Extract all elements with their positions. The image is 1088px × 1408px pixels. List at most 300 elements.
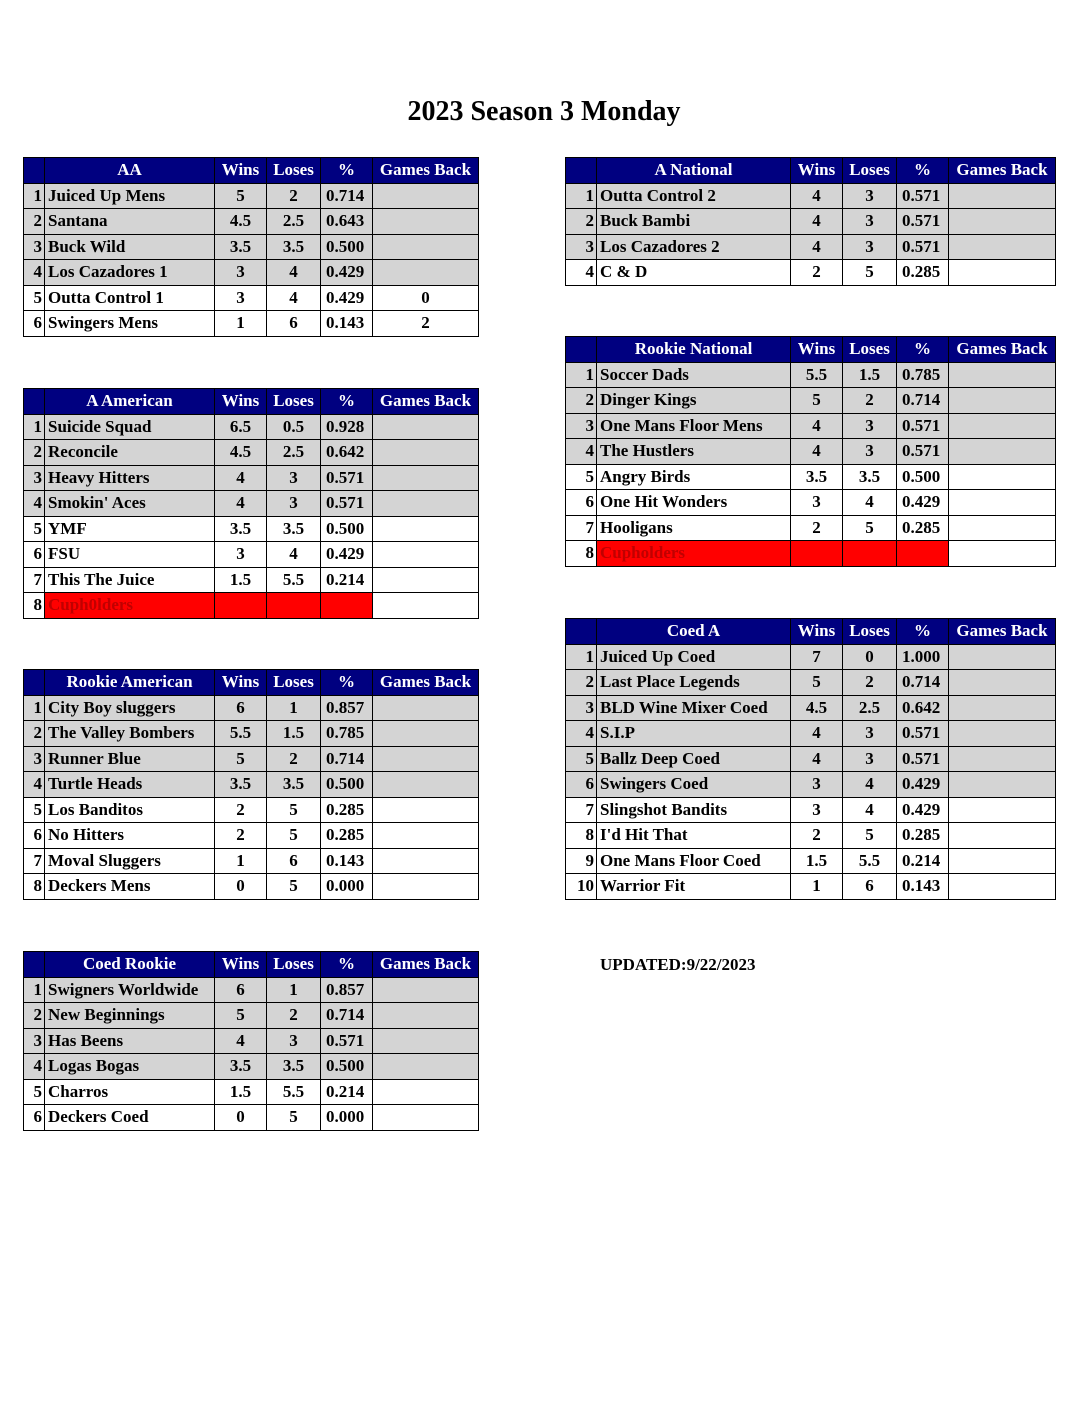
games-back-cell [949,874,1056,900]
wins-cell: 6.5 [215,414,267,440]
table-row [24,491,479,517]
team-name-cell: Cuph0lders [45,593,215,619]
loses-cell: 2 [843,388,897,414]
table-header-row [24,389,479,415]
games-back-cell [373,1003,479,1029]
team-name-cell: Reconcile [45,440,215,466]
games-back-cell [949,797,1056,823]
games-back-cell [949,464,1056,490]
rank-cell: 8 [566,823,597,849]
rank-header [566,158,597,184]
table-header-row [24,952,479,978]
rank-cell: 1 [24,414,45,440]
games-back-cell: 0 [373,285,479,311]
table-row [24,797,479,823]
table-row [24,977,479,1003]
rank-cell: 2 [24,440,45,466]
loses-cell: 3 [843,746,897,772]
table-row [566,721,1056,747]
table-row [24,567,479,593]
pct-cell: 0.571 [897,234,949,260]
loses-cell: 3 [267,465,321,491]
games-back-header: Games Back [373,158,479,184]
rank-cell: 3 [566,695,597,721]
pct-cell: 1.000 [897,644,949,670]
loses-cell: 4 [267,542,321,568]
table-row [24,772,479,798]
table-row [566,670,1056,696]
wins-cell: 4.5 [215,209,267,235]
wins-cell: 1 [215,848,267,874]
team-name-cell: Outta Control 1 [45,285,215,311]
team-name-cell: One Mans Floor Coed [597,848,791,874]
pct-cell: 0.000 [321,1105,373,1131]
pct-cell: 0.571 [897,209,949,235]
pct-cell: 0.214 [897,848,949,874]
wins-cell: 2 [791,515,843,541]
division-name: Rookie National [597,337,791,363]
rank-cell: 6 [566,772,597,798]
rank-cell: 4 [24,260,45,286]
standings-table-rookie-american [23,669,479,900]
loses-cell: 3 [843,413,897,439]
games-back-cell [373,491,479,517]
loses-cell: 5 [267,1105,321,1131]
team-name-cell: Outta Control 2 [597,183,791,209]
wins-cell: 4 [791,413,843,439]
team-name-cell: Buck Bambi [597,209,791,235]
table-row [24,465,479,491]
loses-cell: 0.5 [267,414,321,440]
team-name-cell: Santana [45,209,215,235]
loses-cell: 3.5 [267,772,321,798]
team-name-cell: Warrior Fit [597,874,791,900]
loses-cell: 5.5 [267,1079,321,1105]
table-row [24,260,479,286]
table-row [24,209,479,235]
loses-cell: 2 [267,746,321,772]
table-row [566,209,1056,235]
loses-cell: 2.5 [267,440,321,466]
wins-cell: 4 [791,439,843,465]
team-name-cell: Heavy Hitters [45,465,215,491]
wins-cell: 5 [215,183,267,209]
games-back-header: Games Back [373,670,479,696]
loses-cell: 3 [843,721,897,747]
pct-cell [321,593,373,619]
team-name-cell: Runner Blue [45,746,215,772]
wins-cell: 3.5 [215,516,267,542]
loses-cell: 5 [843,823,897,849]
pct-cell: 0.500 [897,464,949,490]
team-name-cell: I'd Hit That [597,823,791,849]
wins-cell: 6 [215,977,267,1003]
pct-cell: 0.429 [897,797,949,823]
loses-cell: 1 [267,695,321,721]
rank-cell: 8 [24,874,45,900]
standings-table-aa [23,157,479,337]
pct-cell: 0.429 [897,772,949,798]
standings-table-coed-rookie [23,951,479,1131]
wins-cell: 4 [215,1028,267,1054]
pct-header: % [897,619,949,645]
team-name-cell: Los Cazadores 2 [597,234,791,260]
rank-cell: 7 [24,848,45,874]
wins-cell: 3.5 [215,234,267,260]
rank-cell: 4 [24,772,45,798]
team-name-cell: Buck Wild [45,234,215,260]
games-back-cell [373,183,479,209]
rank-header [24,952,45,978]
loses-cell: 3.5 [843,464,897,490]
team-name-cell: One Hit Wonders [597,490,791,516]
pct-cell [897,541,949,567]
team-name-cell: Moval Sluggers [45,848,215,874]
pct-cell: 0.143 [897,874,949,900]
table-header-row [566,619,1056,645]
loses-cell: 1 [267,977,321,1003]
team-name-cell: S.I.P [597,721,791,747]
pct-cell: 0.642 [897,695,949,721]
wins-cell: 5 [215,746,267,772]
team-name-cell: Deckers Coed [45,1105,215,1131]
loses-cell: 0 [843,644,897,670]
table-row [566,439,1056,465]
rank-cell: 8 [24,593,45,619]
rank-cell: 5 [24,797,45,823]
team-name-cell: City Boy sluggers [45,695,215,721]
pct-cell: 0.642 [321,440,373,466]
table-row [24,721,479,747]
loses-cell: 5.5 [267,567,321,593]
standings-table-a-national [565,157,1056,286]
games-back-cell [949,209,1056,235]
team-name-cell: This The Juice [45,567,215,593]
pct-cell: 0.857 [321,977,373,1003]
loses-cell: 5.5 [843,848,897,874]
team-name-cell: Swingers Mens [45,311,215,337]
team-name-cell: Suicide Squad [45,414,215,440]
wins-cell: 3 [215,285,267,311]
games-back-cell [949,746,1056,772]
wins-cell: 5.5 [791,362,843,388]
loses-cell: 2.5 [843,695,897,721]
table-row [24,285,479,311]
table-row [566,746,1056,772]
wins-cell: 3 [791,772,843,798]
games-back-cell [373,1079,479,1105]
team-name-cell: C & D [597,260,791,286]
pct-cell: 0.500 [321,234,373,260]
games-back-cell [373,1028,479,1054]
team-name-cell: The Valley Bombers [45,721,215,747]
pct-cell: 0.714 [897,388,949,414]
team-name-cell: Smokin' Aces [45,491,215,517]
loses-header: Loses [267,389,321,415]
team-name-cell: Los Banditos [45,797,215,823]
division-name: A American [45,389,215,415]
wins-cell: 5.5 [215,721,267,747]
wins-cell: 4.5 [791,695,843,721]
loses-cell: 5 [843,515,897,541]
team-name-cell: Juiced Up Coed [597,644,791,670]
team-name-cell: BLD Wine Mixer Coed [597,695,791,721]
loses-cell: 5 [843,260,897,286]
games-back-cell [949,721,1056,747]
games-back-cell [949,439,1056,465]
division-name: Coed Rookie [45,952,215,978]
loses-header: Loses [267,952,321,978]
pct-header: % [321,389,373,415]
table-row [24,414,479,440]
loses-cell: 3 [843,439,897,465]
wins-header: Wins [791,337,843,363]
team-name-cell: Charros [45,1079,215,1105]
games-back-cell [373,977,479,1003]
wins-header: Wins [791,619,843,645]
team-name-cell: Turtle Heads [45,772,215,798]
rank-cell: 2 [24,209,45,235]
table-header-row [566,158,1056,184]
table-row [566,362,1056,388]
table-row [566,490,1056,516]
games-back-header: Games Back [373,952,479,978]
rank-cell: 3 [24,234,45,260]
team-name-cell: Last Place Legends [597,670,791,696]
pct-cell: 0.785 [897,362,949,388]
pct-cell: 0.500 [321,516,373,542]
games-back-cell [949,848,1056,874]
table-row [24,823,479,849]
games-back-cell [949,490,1056,516]
table-row [566,464,1056,490]
games-back-cell [949,772,1056,798]
team-name-cell: The Hustlers [597,439,791,465]
pct-cell: 0.571 [897,721,949,747]
wins-cell: 4 [791,746,843,772]
wins-cell: 2 [791,260,843,286]
games-back-cell [949,670,1056,696]
rank-header [24,670,45,696]
table-row [24,1003,479,1029]
team-name-cell: Hooligans [597,515,791,541]
table-header-row [24,158,479,184]
table-row [566,388,1056,414]
pct-cell: 0.571 [321,465,373,491]
pct-cell: 0.214 [321,1079,373,1105]
loses-cell: 5 [267,797,321,823]
loses-cell: 4 [843,490,897,516]
wins-cell: 1.5 [215,1079,267,1105]
team-name-cell: Juiced Up Mens [45,183,215,209]
standings-table-rookie-national [565,336,1056,567]
table-row [566,797,1056,823]
games-back-cell [373,234,479,260]
rank-cell: 7 [24,567,45,593]
pct-cell: 0.857 [321,695,373,721]
wins-cell: 4 [791,721,843,747]
games-back-cell [949,695,1056,721]
games-back-header: Games Back [373,389,479,415]
games-back-cell [949,362,1056,388]
pct-cell: 0.571 [897,183,949,209]
table-header-row [24,670,479,696]
rank-cell: 4 [566,439,597,465]
team-name-cell: YMF [45,516,215,542]
table-row [24,874,479,900]
loses-header: Loses [843,619,897,645]
loses-cell: 5 [267,823,321,849]
rank-header [566,619,597,645]
games-back-cell [373,593,479,619]
rank-header [24,389,45,415]
team-name-cell: Angry Birds [597,464,791,490]
rank-cell: 5 [566,746,597,772]
team-name-cell: One Mans Floor Mens [597,413,791,439]
division-name: Coed A [597,619,791,645]
team-name-cell: Dinger Kings [597,388,791,414]
wins-cell: 3 [215,542,267,568]
wins-header: Wins [215,389,267,415]
loses-cell: 3 [843,209,897,235]
rank-cell: 9 [566,848,597,874]
pct-header: % [321,670,373,696]
games-back-cell [373,567,479,593]
pct-cell: 0.714 [321,1003,373,1029]
table-row [566,515,1056,541]
pct-cell: 0.785 [321,721,373,747]
loses-header: Loses [267,158,321,184]
team-name-cell: Ballz Deep Coed [597,746,791,772]
wins-cell: 3.5 [215,1054,267,1080]
table-row [24,593,479,619]
pct-cell: 0.714 [321,746,373,772]
wins-cell: 5 [215,1003,267,1029]
games-back-cell [373,465,479,491]
wins-cell: 3 [791,797,843,823]
table-row [566,848,1056,874]
games-back-cell [949,388,1056,414]
pct-cell: 0.285 [321,797,373,823]
table-row [566,874,1056,900]
rank-cell: 5 [566,464,597,490]
wins-cell: 5 [791,388,843,414]
games-back-cell [949,260,1056,286]
rank-cell: 3 [566,413,597,439]
games-back-header: Games Back [949,158,1056,184]
table-row [566,644,1056,670]
table-row [24,183,479,209]
team-name-cell: Los Cazadores 1 [45,260,215,286]
loses-cell: 3 [843,234,897,260]
rank-cell: 2 [566,209,597,235]
rank-cell: 10 [566,874,597,900]
wins-cell: 6 [215,695,267,721]
games-back-cell [949,234,1056,260]
games-back-cell [949,183,1056,209]
table-header-row [566,337,1056,363]
rank-cell: 7 [566,515,597,541]
loses-cell: 3 [843,183,897,209]
loses-cell: 1.5 [267,721,321,747]
rank-cell: 1 [24,183,45,209]
wins-cell: 4 [215,491,267,517]
pct-cell: 0.714 [321,183,373,209]
team-name-cell: FSU [45,542,215,568]
loses-header: Loses [843,337,897,363]
rank-cell: 2 [24,721,45,747]
rank-cell: 7 [566,797,597,823]
table-row [24,695,479,721]
rank-cell: 3 [566,234,597,260]
rank-header [566,337,597,363]
rank-cell: 1 [566,644,597,670]
standings-table-a-american [23,388,479,619]
wins-cell: 5 [791,670,843,696]
table-row [24,1079,479,1105]
pct-cell: 0.571 [321,1028,373,1054]
pct-cell: 0.429 [321,542,373,568]
wins-cell: 2 [791,823,843,849]
rank-cell: 6 [24,823,45,849]
games-back-cell [373,440,479,466]
loses-cell: 2.5 [267,209,321,235]
games-back-cell [373,516,479,542]
pct-cell: 0.500 [321,1054,373,1080]
wins-cell: 3 [215,260,267,286]
table-row [566,260,1056,286]
team-name-cell: Cupholders [597,541,791,567]
games-back-cell [373,874,479,900]
wins-cell: 4 [791,183,843,209]
wins-cell: 4 [791,209,843,235]
rank-cell: 4 [24,491,45,517]
games-back-cell [373,209,479,235]
table-row [24,311,479,337]
division-name: Rookie American [45,670,215,696]
table-row [24,1105,479,1131]
wins-cell: 3.5 [791,464,843,490]
table-row [566,541,1056,567]
games-back-cell [373,1105,479,1131]
games-back-cell [949,644,1056,670]
table-row [566,695,1056,721]
games-back-cell [373,1054,479,1080]
updated-date: UPDATED:9/22/2023 [600,955,756,974]
wins-cell: 3.5 [215,772,267,798]
loses-cell: 3.5 [267,516,321,542]
pct-cell: 0.285 [321,823,373,849]
standings-table-coed-a [565,618,1056,900]
pct-cell: 0.000 [321,874,373,900]
rank-cell: 4 [566,721,597,747]
team-name-cell: Deckers Mens [45,874,215,900]
table-row [24,1054,479,1080]
pct-cell: 0.429 [321,285,373,311]
team-name-cell: New Beginnings [45,1003,215,1029]
wins-header: Wins [791,158,843,184]
games-back-cell [373,848,479,874]
rank-cell: 6 [24,542,45,568]
wins-cell: 4.5 [215,440,267,466]
wins-cell: 2 [215,823,267,849]
division-name: AA [45,158,215,184]
pct-header: % [897,158,949,184]
loses-cell: 6 [267,311,321,337]
wins-cell: 1.5 [791,848,843,874]
games-back-cell [373,695,479,721]
games-back-cell [373,260,479,286]
